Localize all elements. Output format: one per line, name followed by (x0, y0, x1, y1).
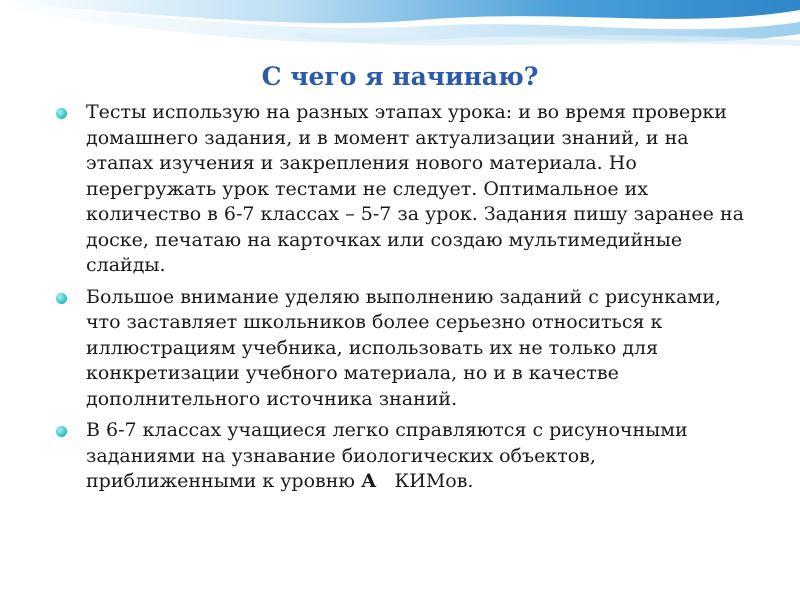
bullet-text-before: В 6-7 классах учащиеся легко справляются с рисуночными заданиями на узнавание биологических объектов, приближенными к уровню (86, 419, 688, 492)
bullet-text: Тесты использую на разных этапах урока: и во время проверки домашнего задания, и в момент актуализации знаний, и на этапах изучения и закрепления нового материала. Но перегружать урок тестами не следует. Оптимальное их количество в 6-7 классах – 5-7 за урок. Задания пишу заранее на доске, печатаю на карточках или создаю мультимедийные слайды. (86, 101, 744, 276)
bullet-item (50, 418, 750, 495)
circle-bullet-icon (56, 108, 67, 119)
level-letter: А (360, 470, 377, 492)
bullet-item (50, 285, 750, 413)
circle-bullet-icon (56, 293, 67, 304)
bullet-text-after: КИМов. (376, 470, 474, 492)
bullet-text: Большое внимание уделяю выполнению заданий с рисунками, что заставляет школьников более серьезно относиться к иллюстрациям учебника, использовать их не только для конкретизации учебного материала, но и в качестве дополнительного источника знаний. (86, 285, 721, 410)
bullet-item (50, 100, 750, 279)
slide-title: С чего я начинаю? (261, 62, 539, 91)
bullet-list (50, 100, 750, 501)
circle-bullet-icon (56, 426, 67, 437)
